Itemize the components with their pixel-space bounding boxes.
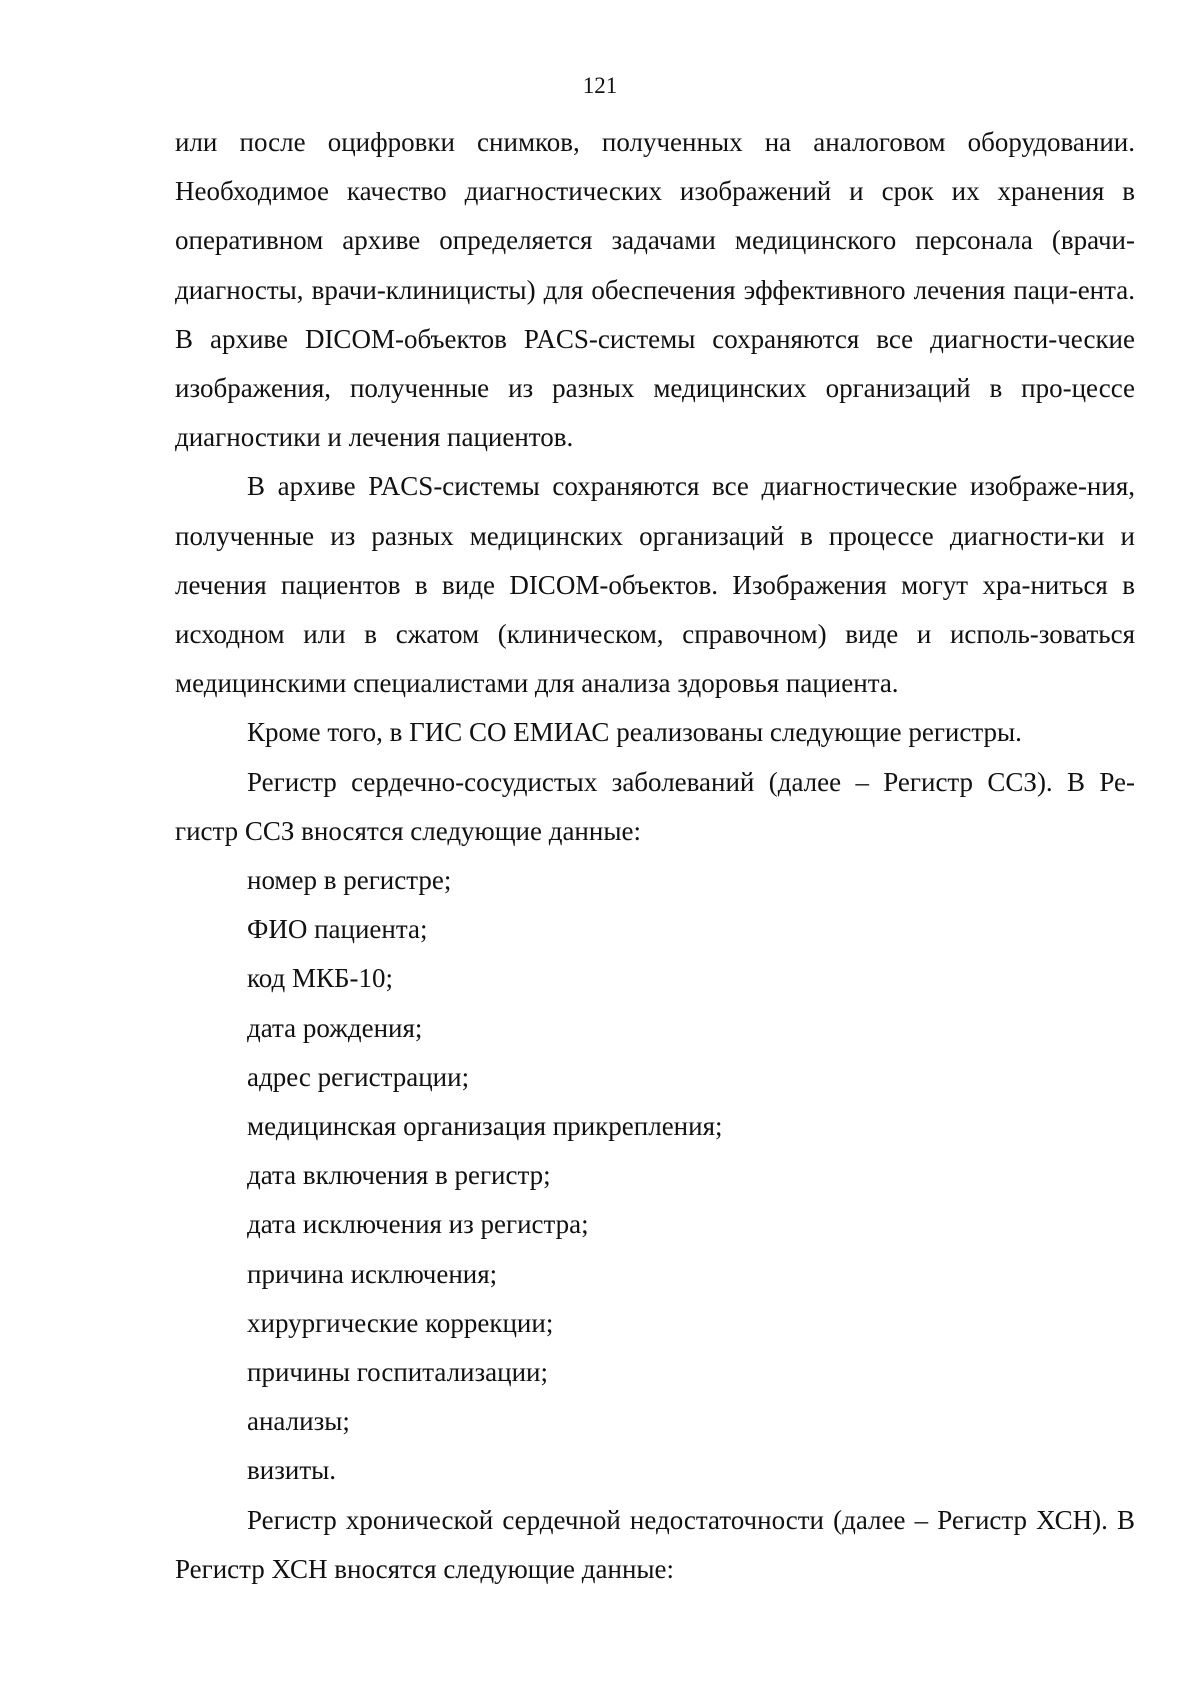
body-text xyxy=(175,118,1135,1594)
list-item: дата включения в регистр; xyxy=(247,1160,551,1191)
list-item: дата исключения из регистра; xyxy=(247,1209,589,1240)
paragraph-hsn-registry: Регистр хронической сердечной недостаточности (далее – Регистр ХСН). В Регистр ХСН вносятся следующие данные: xyxy=(175,1504,1135,1584)
list-item: адрес регистрации; xyxy=(247,1061,470,1092)
list-item: код МКБ-10; xyxy=(247,963,393,994)
list-item: медицинская организация прикрепления; xyxy=(247,1111,723,1142)
list-item: причина исключения; xyxy=(247,1258,498,1289)
paragraph-pacs-storage: или после оцифровки снимков, полученных на аналоговом оборудовании. Необходимое качество диагностических изображений и срок их хранения в оперативном архиве определяется задачами медицинского персонала (врачи-диагносты, врачи-клиницисты) для обеспечения эффективного лечения паци-ента. В архиве DICOM-объектов PACS-системы сохраняются все диагности-ческие изображения, полученные из разных медицинских организаций в про-цессе диагностики и лечения пациентов. xyxy=(175,127,1135,453)
list-item: дата рождения; xyxy=(247,1012,423,1043)
list-item: анализы; xyxy=(247,1406,350,1437)
paragraph-pacs-archive: В архиве PACS-системы сохраняются все диагностические изображе-ния, полученные из разных медицинских организаций в процессе диагности-ки и лечения пациентов в виде DICOM-объектов. Изображения могут хра-ниться в исходном или в сжатом (клиническом, справочном) виде и исполь-зоваться медицинскими специалистами для анализа здоровья пациента. xyxy=(175,471,1135,699)
list-item: визиты. xyxy=(247,1455,337,1486)
list-item: номер в регистре; xyxy=(247,865,452,896)
paragraph-ssz-registry: Регистр сердечно-сосудистых заболеваний (далее – Регистр ССЗ). В Ре-гистр ССЗ вносятся следующие данные: xyxy=(175,766,1135,846)
list-item: причины госпитализации; xyxy=(247,1357,548,1388)
page-number: 121 xyxy=(582,73,618,98)
list-item: ФИО пациента; xyxy=(247,914,428,945)
ssz-registry-fields-list xyxy=(175,856,1135,1496)
list-item: хирургические коррекции; xyxy=(247,1307,554,1338)
paragraph-registries-intro: Кроме того, в ГИС СО ЕМИАС реализованы следующие регистры. xyxy=(247,717,1022,748)
